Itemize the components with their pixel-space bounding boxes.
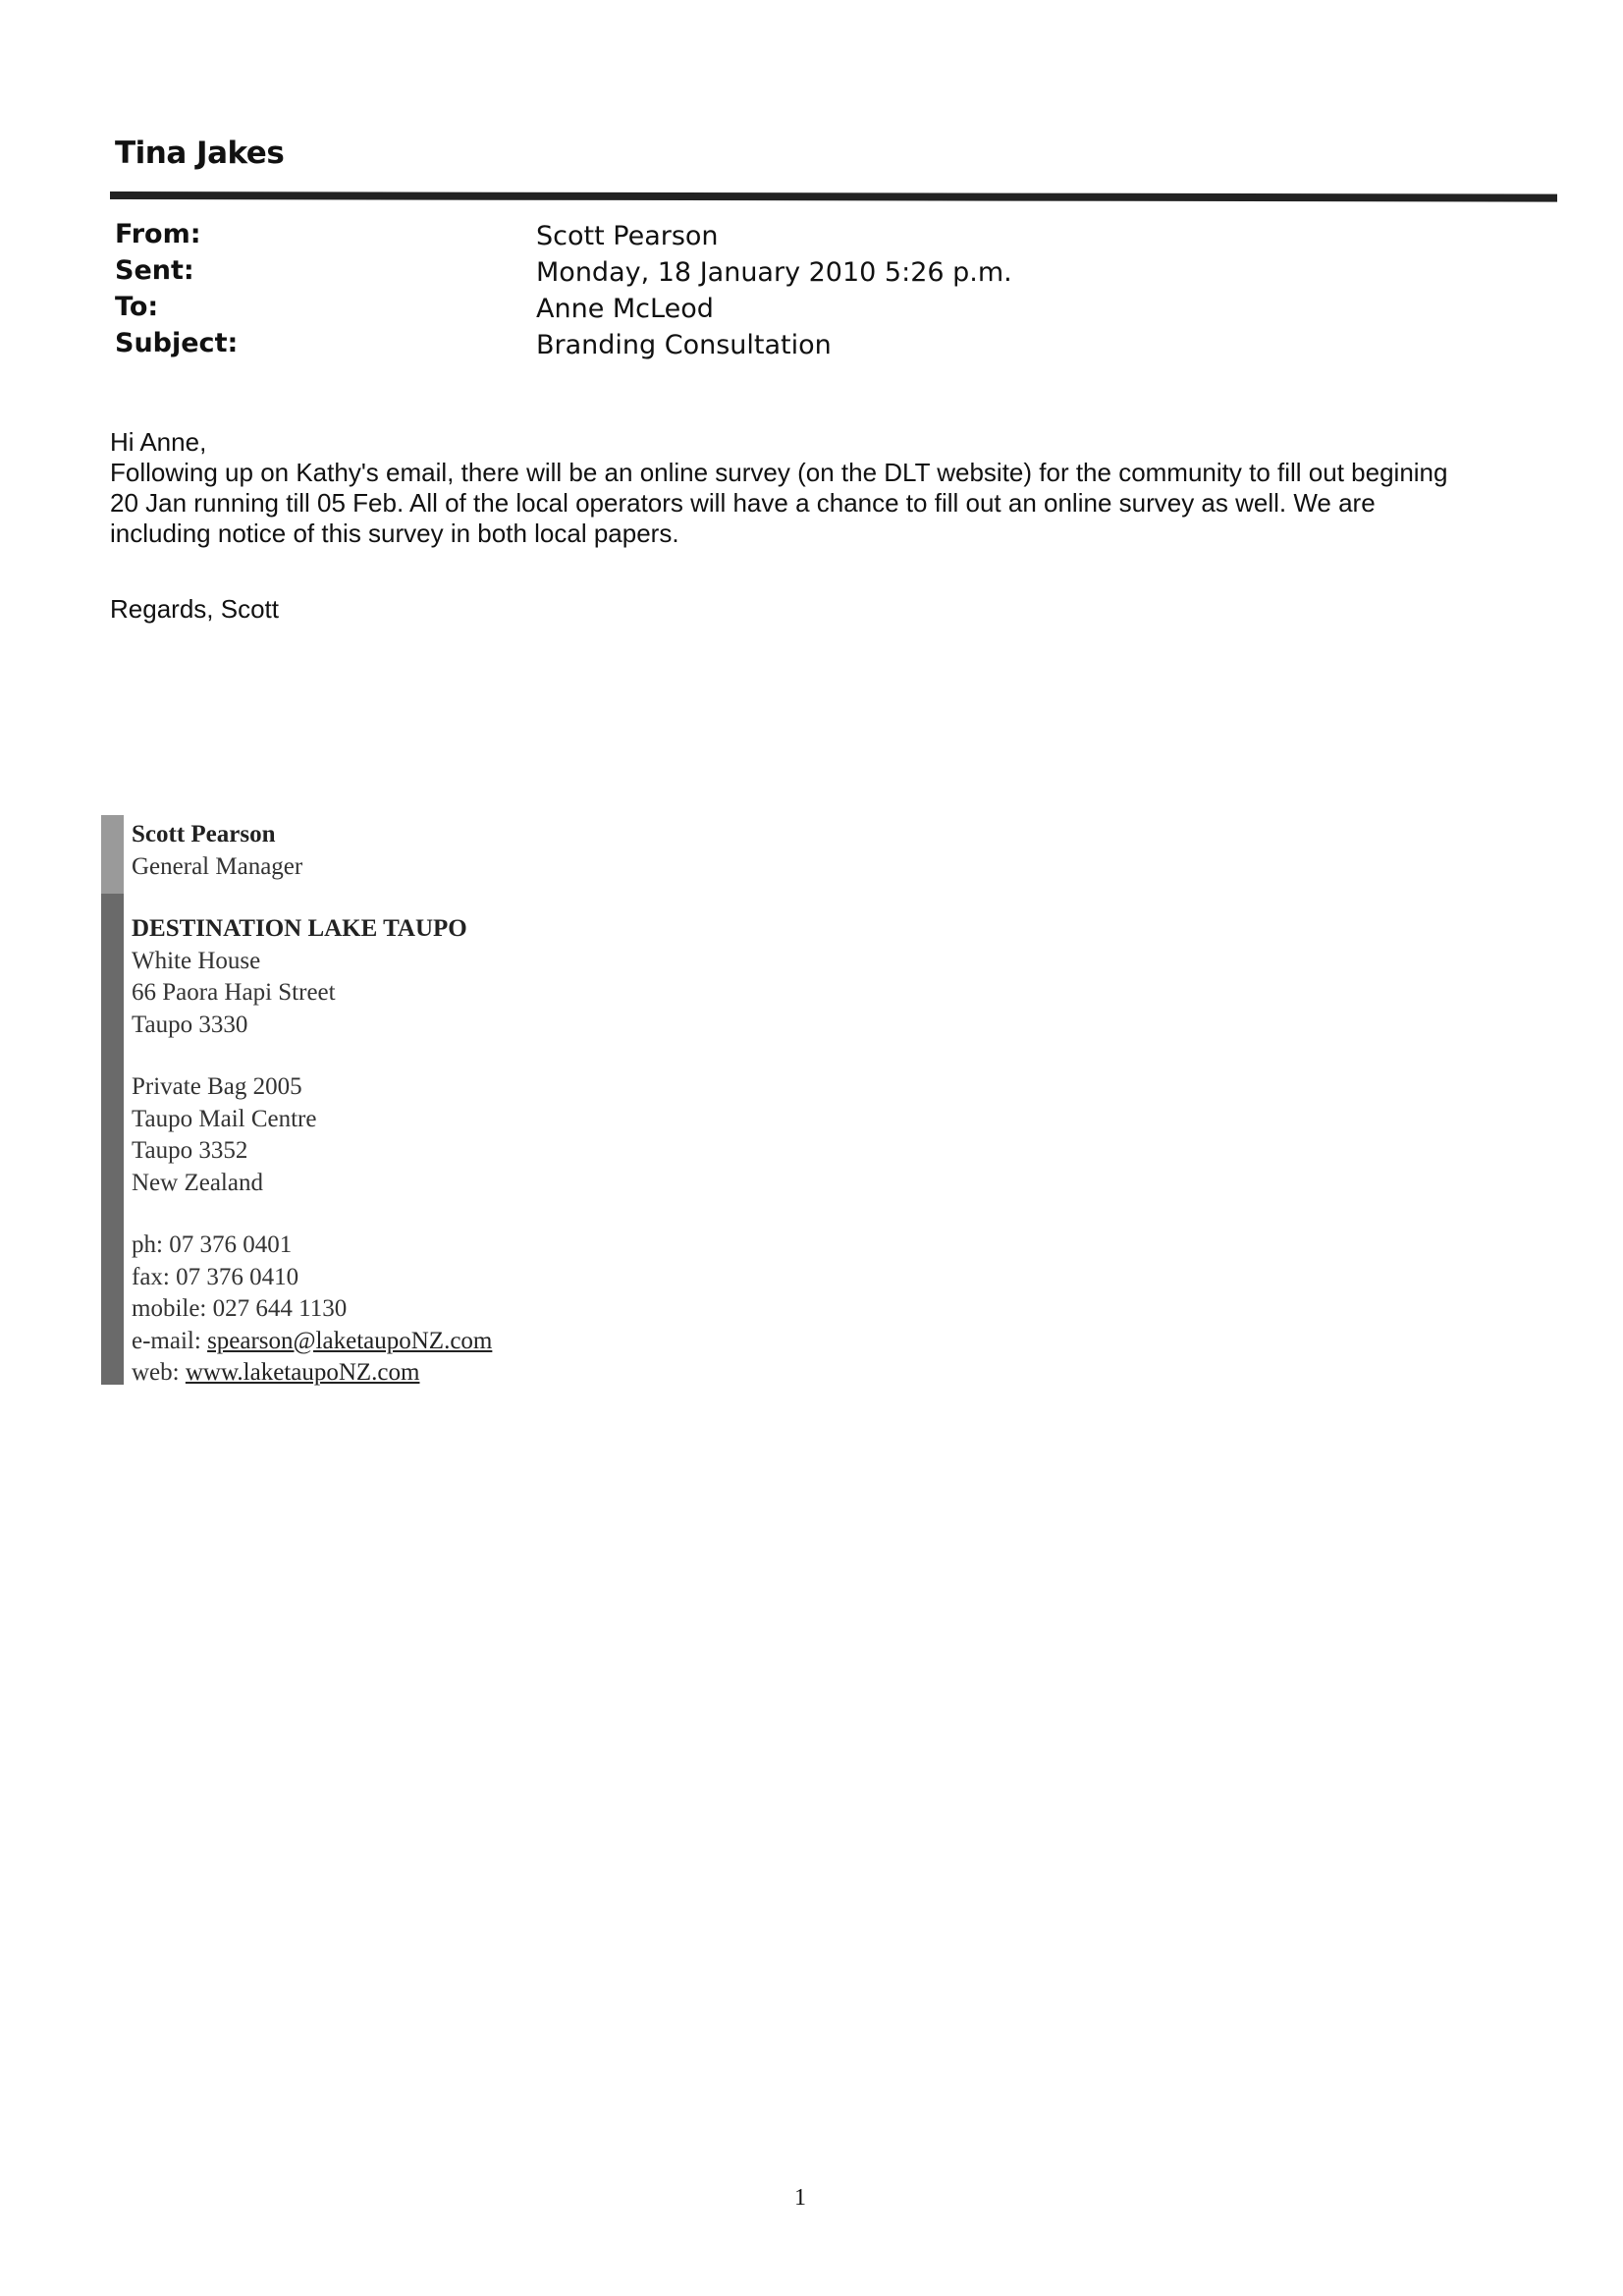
- to-label: To:: [115, 292, 159, 322]
- sent-label: Sent:: [115, 255, 194, 286]
- postal-line-2: Taupo Mail Centre: [132, 1105, 317, 1132]
- mobile-label: mobile:: [132, 1295, 207, 1322]
- address-line-2: 66 Paora Hapi Street: [132, 979, 336, 1006]
- closing: Regards, Scott: [110, 594, 279, 624]
- subject-label: Subject:: [115, 328, 239, 358]
- email-line: [132, 1326, 492, 1358]
- header-rule: [110, 191, 1557, 202]
- fax-line: [132, 1262, 492, 1294]
- phone-value: 07 376 0401: [169, 1231, 293, 1258]
- postal-line-4: New Zealand: [132, 1169, 263, 1196]
- fax-label: fax:: [132, 1263, 170, 1290]
- signature-title: General Manager: [132, 852, 303, 880]
- from-value: Scott Pearson: [536, 221, 719, 251]
- email-body: [110, 427, 1465, 549]
- greeting: Hi Anne,: [110, 427, 207, 457]
- phone-label: ph:: [132, 1231, 163, 1258]
- email-link[interactable]: spearson@laketaupoNZ.com: [207, 1327, 493, 1354]
- fax-value: 07 376 0410: [176, 1263, 299, 1290]
- page-number: 1: [794, 2185, 806, 2211]
- sent-value: Monday, 18 January 2010 5:26 p.m.: [536, 257, 1012, 288]
- subject-value: Branding Consultation: [536, 330, 832, 360]
- postal-line-3: Taupo 3352: [132, 1137, 248, 1164]
- phone-line: [132, 1230, 492, 1262]
- postal-line-1: Private Bag 2005: [132, 1073, 302, 1100]
- signature-bar-top: [101, 815, 124, 894]
- web-link[interactable]: www.laketaupoNZ.com: [185, 1359, 420, 1386]
- web-label: web:: [132, 1359, 180, 1386]
- mobile-line: [132, 1293, 492, 1326]
- address-line-1: White House: [132, 947, 261, 974]
- email-label: e-mail:: [132, 1327, 201, 1354]
- body-paragraph: Following up on Kathy's email, there will be an online survey (on the DLT website) for the community to fill out begining 20 Jan running till 05 Feb. All of the local operators will have a chance to fill out an online survey as well. We are including notice of this survey in both local papers.: [110, 458, 1448, 548]
- address-line-3: Taupo 3330: [132, 1011, 248, 1038]
- email-header-labels: [115, 216, 238, 361]
- mobile-value: 027 644 1130: [212, 1295, 348, 1322]
- signature-block: [132, 819, 492, 1390]
- signature-bar: [101, 894, 124, 1385]
- web-line: [132, 1357, 492, 1390]
- mailbox-owner-name: Tina Jakes: [115, 136, 285, 171]
- to-value: Anne McLeod: [536, 294, 714, 324]
- email-header-values: [536, 218, 1012, 363]
- signature-name: Scott Pearson: [132, 821, 276, 847]
- signature-organisation: DESTINATION LAKE TAUPO: [132, 915, 467, 942]
- from-label: From:: [115, 219, 201, 249]
